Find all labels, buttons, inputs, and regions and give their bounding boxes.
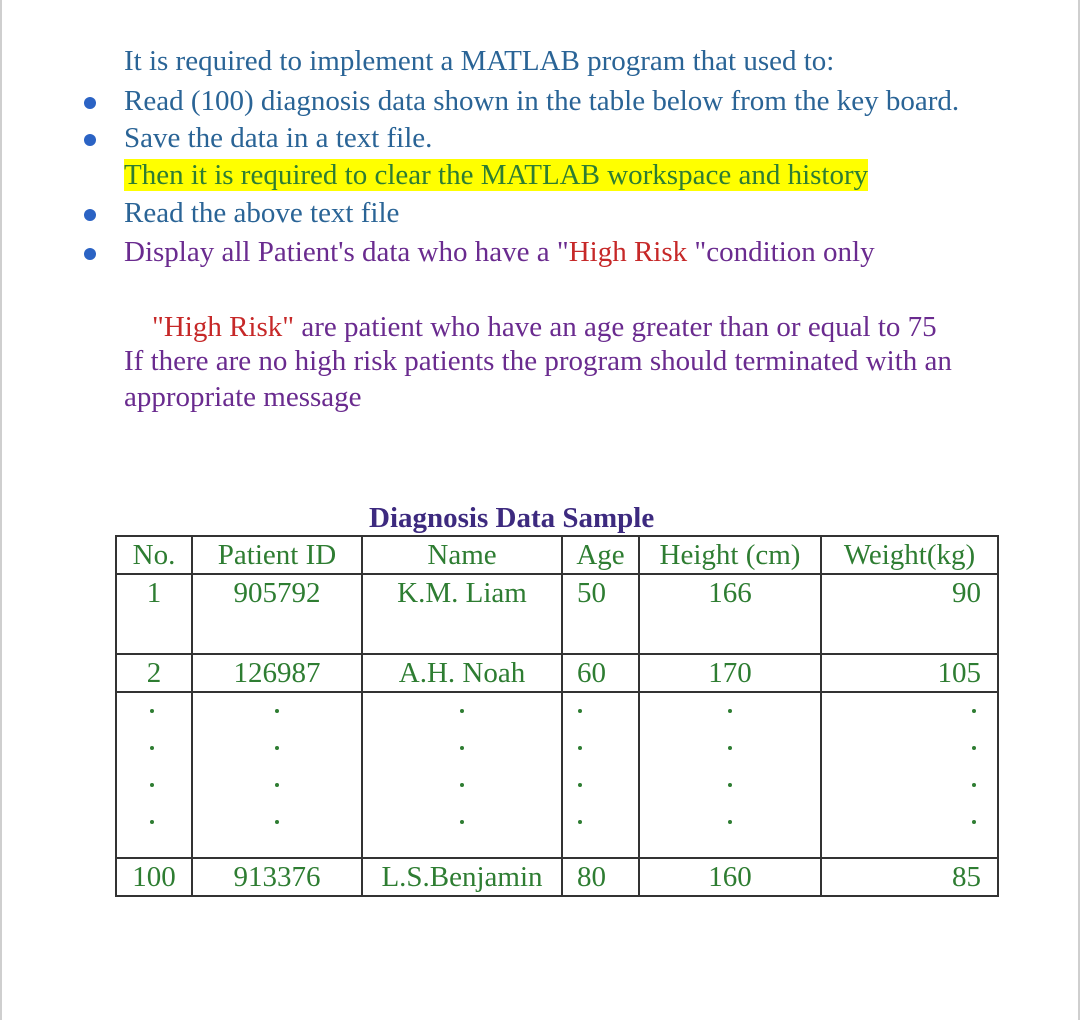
ellipsis-cell [362,692,562,858]
bullet-save-file: Save the data in a text file. [124,122,433,154]
ellipsis-cell [192,692,362,858]
bullet-icon [84,209,96,221]
table-caption: Diagnosis Data Sample [369,502,655,534]
high-risk-emphasis: High Risk [568,236,688,268]
cell-height: 166 [639,574,821,654]
cell-age: 80 [562,858,639,896]
ellipsis-cell [821,692,998,858]
bullet-icon [84,248,96,260]
header-height: Height (cm) [639,536,821,574]
display-prefix: Display all Patient's data who have a " [124,236,569,268]
bullet-display-high-risk [124,235,875,269]
header-weight: Weight(kg) [821,536,998,574]
bullet-read-text-file: Read the above text file [124,197,400,229]
high-risk-rule: are patient who have an age greater than or equal to 75 [294,311,937,343]
cell-patient-id: 905792 [192,574,362,654]
table-row [116,574,998,654]
high-risk-term: "High Risk" [152,311,295,343]
cell-name: L.S.Benjamin [362,858,562,896]
ellipsis-row [116,692,998,858]
highlight-mark: Then it is required to clear the MATLAB workspace and history [124,159,869,191]
cell-no: 1 [116,574,192,654]
header-age: Age [562,536,639,574]
table-row [116,858,998,896]
cell-no: 2 [116,654,192,692]
ellipsis-cell [639,692,821,858]
no-high-risk-line-2: appropriate message [124,381,362,413]
bullet-read-keyboard: Read (100) diagnosis data shown in the table below from the key board. [124,85,960,117]
table-header-row [116,536,998,574]
cell-height: 160 [639,858,821,896]
cell-weight: 90 [821,574,998,654]
ellipsis-cell [116,692,192,858]
cell-name: A.H. Noah [362,654,562,692]
cell-weight: 105 [821,654,998,692]
header-no: No. [116,536,192,574]
cell-age: 50 [562,574,639,654]
ellipsis-cell [562,692,639,858]
bullet-icon [84,97,96,109]
header-patient-id: Patient ID [192,536,362,574]
cell-patient-id: 126987 [192,654,362,692]
cell-no: 100 [116,858,192,896]
cell-height: 170 [639,654,821,692]
cell-weight: 85 [821,858,998,896]
high-risk-definition [152,310,937,344]
diagnosis-table [115,535,999,897]
page-edge-left [0,0,2,1020]
cell-name: K.M. Liam [362,574,562,654]
cell-patient-id: 913376 [192,858,362,896]
cell-age: 60 [562,654,639,692]
no-high-risk-line-1: If there are no high risk patients the program should terminated with an [124,345,952,377]
display-suffix: "condition only [687,236,875,268]
bullet-icon [84,134,96,146]
highlighted-instruction [124,158,868,192]
table-row [116,654,998,692]
intro-line: It is required to implement a MATLAB program that used to: [124,45,835,77]
header-name: Name [362,536,562,574]
